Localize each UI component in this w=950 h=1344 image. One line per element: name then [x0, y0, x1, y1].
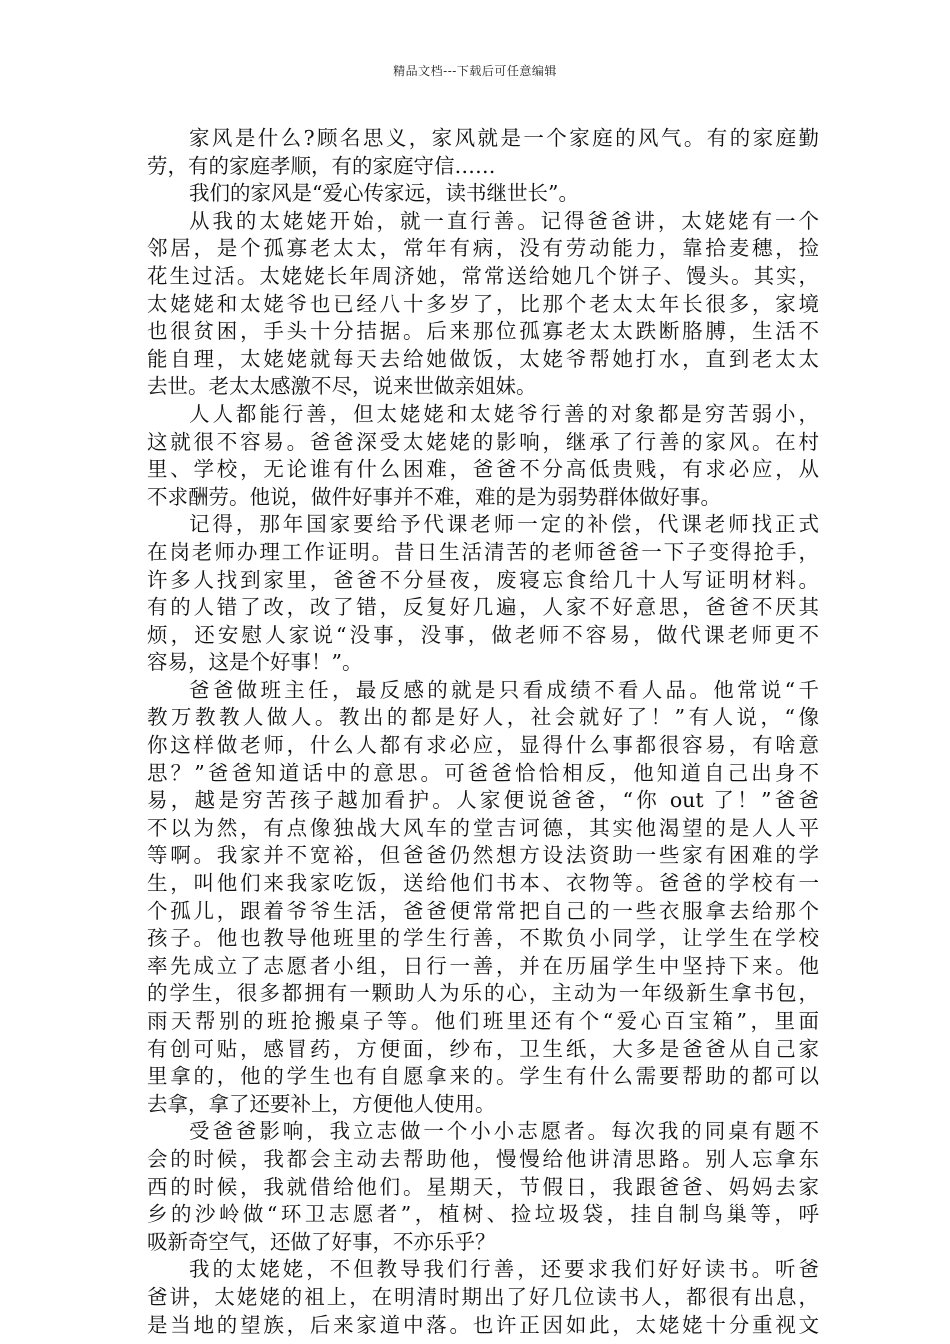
text-line: 雨天帮别的班抢搬桌子等。他们班里还有个“爱心百宝箱”，里面 [147, 1009, 819, 1033]
text-line: 去拿，拿了还要补上，方便他人使用。 [147, 1091, 496, 1116]
text-line: 有的人错了改，改了错，反复好几遍，人家不好意思，爸爸不厌其 [147, 595, 819, 620]
text-line: 里、学校，无论谁有什么困难，爸爸不分高低贵贱，有求必应，从 [147, 457, 819, 482]
text-line: 的学生，很多都拥有一颗助人为乐的心，主动为一年级新生拿书包， [147, 981, 819, 1006]
text-line: 个孤儿，跟着爷爷生活，爸爸便常常把自己的一些衣服拿去给那个 [147, 898, 819, 923]
text-line: 受爸爸影响，我立志做一个小小志愿者。每次我的同桌有题不 [189, 1119, 819, 1144]
text-line: 易，越是穷苦孩子越加看护。人家便说爸爸，“你 out 了！”爸爸 [147, 788, 819, 813]
page-header: 精品文档---下载后可任意编辑 [393, 64, 557, 78]
text-line: 容易，这是个好事！”。 [147, 650, 363, 675]
text-line: 我们的家风是“爱心传家远，读书继世长”。 [189, 181, 579, 206]
text-line: 你这样做老师，什么人都有求必应，显得什么事都很容易，有啥意 [147, 733, 819, 758]
text-line: 教万教教人做人。教出的都是好人，社会就好了！”有人说，“像 [147, 705, 819, 730]
text-line: 会的时候，我都会主动去帮助他，慢慢给他讲清思路。别人忘拿东 [147, 1146, 819, 1171]
text-line: 乡的沙岭做“环卫志愿者”，植树、捡垃圾袋，挂自制鸟巢等，呼 [147, 1202, 819, 1227]
text-line: 邻居，是个孤寡老太太，常年有病，没有劳动能力，靠拾麦穗，捡 [147, 236, 819, 261]
text-line: 生，叫他们来我家吃饭，送给他们书本、衣物等。爸爸的学校有一 [147, 871, 819, 896]
text-line: 劳，有的家庭孝顺，有的家庭守信…… [147, 153, 496, 178]
text-line: 我的太姥姥，不但教导我们行善，还要求我们好好读书。听爸 [189, 1257, 819, 1282]
text-line: 花生过活。太姥姥长年周济她，常常送给她几个饼子、馒头。其实， [147, 263, 819, 288]
text-line: 人人都能行善，但太姥姥和太姥爷行善的对象都是穷苦弱小， [189, 401, 819, 426]
text-line: 西的时候，我就借给他们。星期天，节假日，我跟爸爸、妈妈去家 [147, 1174, 819, 1199]
text-line: 许多人找到家里，爸爸不分昼夜，废寝忘食给几十人写证明材料。 [147, 567, 819, 592]
text-line: 记得，那年国家要给予代课老师一定的补偿，代课老师找正式 [189, 512, 819, 537]
text-line: 烦，还安慰人家说“没事，没事，做老师不容易，做代课老师更不 [147, 622, 819, 647]
text-line: 去世。老太太感激不尽，说来世做亲姐妹。 [147, 374, 537, 399]
text-line: 孩子。他也教导他班里的学生行善，不欺负小同学，让学生在学校 [147, 926, 819, 951]
text-line: 太姥姥和太姥爷也已经八十多岁了，比那个老太太年长很多，家境 [147, 291, 819, 316]
text-line: 爸讲，太姥姥的祖上，在明清时期出了好几位读书人，都很有出息， [147, 1284, 819, 1309]
text-line: 是当地的望族，后来家道中落。也许正因如此，太姥姥十分重视文 [147, 1312, 819, 1337]
text-line: 率先成立了志愿者小组，日行一善，并在历届学生中坚持下来。他 [147, 953, 819, 978]
text-line: 也很贫困，手头十分拮据。后来那位孤寡老太太跌断胳膊，生活不 [147, 319, 819, 344]
text-line: 家风是什么?顾名思义，家风就是一个家庭的风气。有的家庭勤 [189, 126, 819, 150]
text-line: 不以为然，有点像独战大风车的堂吉诃德，其实他渴望的是人人平 [147, 815, 819, 840]
text-line: 能自理，太姥姥就每天去给她做饭，太姥爷帮她打水，直到老太太 [147, 346, 819, 371]
text-line: 思？”爸爸知道话中的意思。可爸爸恰恰相反，他知道自己出身不 [147, 760, 819, 785]
text-line: 从我的太姥姥开始，就一直行善。记得爸爸讲，太姥姥有一个 [189, 208, 819, 233]
text-line: 等啊。我家并不宽裕，但爸爸仍然想方设法资助一些家有困难的学 [147, 843, 819, 868]
document-body [147, 125, 819, 1339]
text-line: 有创可贴，感冒药，方便面，纱布，卫生纸，大多是爸爸从自己家 [147, 1036, 819, 1061]
text-line: 在岗老师办理工作证明。昔日生活清苦的老师爸爸一下子变得抢手， [147, 539, 819, 564]
text-line: 这就很不容易。爸爸深受太姥姥的影响，继承了行善的家风。在村 [147, 429, 819, 454]
text-line: 吸新奇空气，还做了好事，不亦乐乎？ [147, 1229, 496, 1254]
text-line: 不求酬劳。他说，做件好事并不难，难的是为弱势群体做好事。 [147, 484, 721, 509]
text-line: 爸爸做班主任，最反感的就是只看成绩不看人品。他常说“千 [189, 677, 819, 702]
text-line: 里拿的，他的学生也有自愿拿来的。学生有什么需要帮助的都可以 [147, 1064, 819, 1089]
